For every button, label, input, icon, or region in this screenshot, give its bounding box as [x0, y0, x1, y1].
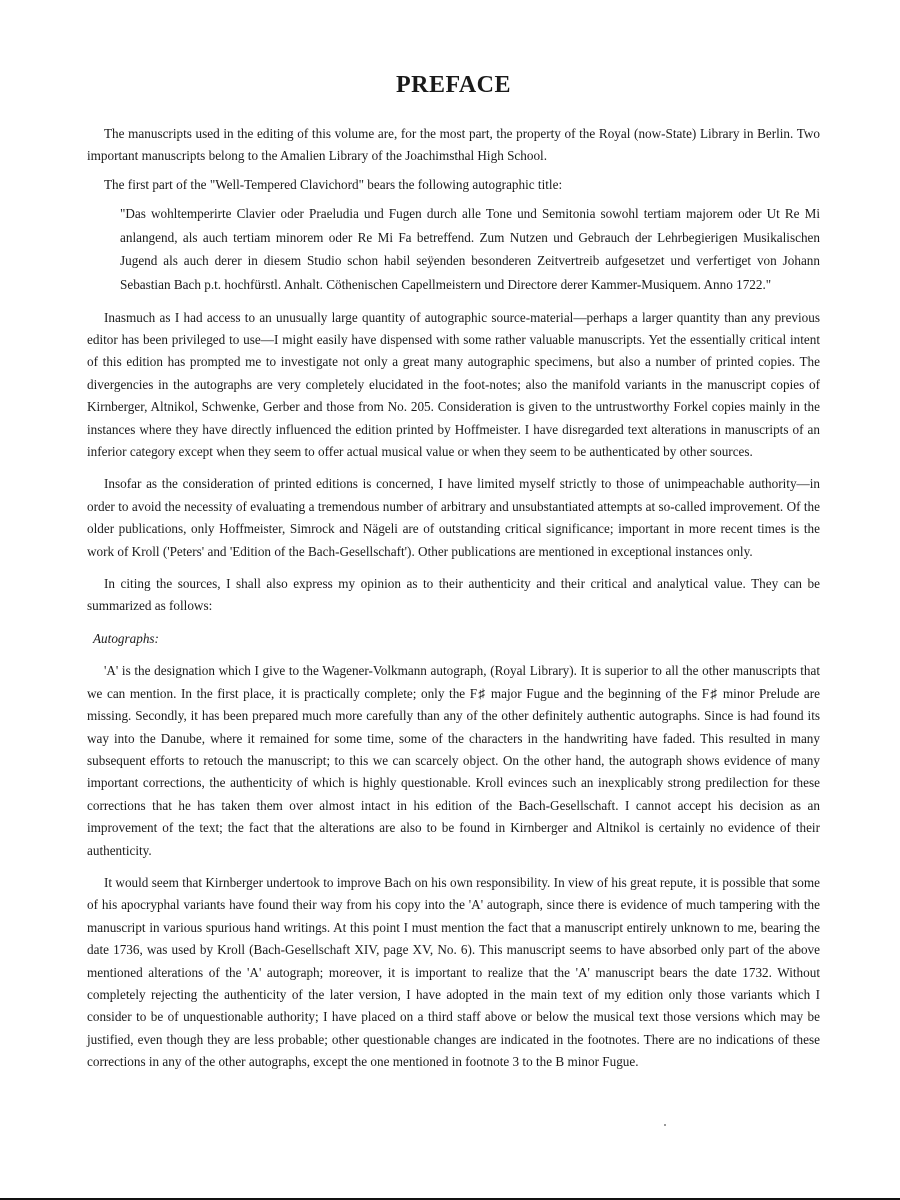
- paragraph-5: In citing the sources, I shall also express my opinion as to their authenticity and their critical and analytical value. They can be summarized as follows:: [87, 576, 820, 614]
- page-speck: [664, 1124, 666, 1126]
- paragraph-7: It would seem that Kirnberger undertook to improve Bach on his own responsibility. In view of his great repute, it is possible that some of his apocryphal variants have found their way from his copy into the 'A' autograph, since there is evidence of much tampering with the manuscript in various spurious hand writings. At this point I must mention the fact that a manuscript entirely unknown to me, bearing the date 1736, was used by Kroll (Bach-Gesellschaft XIV, page XV, No. 6). This manuscript seems to have absorbed only part of the above mentioned alterations of the 'A' autograph; moreover, it is important to realize that the 'A' manuscript bears the date 1732. Without completely rejecting the authenticity of the later version, I have adopted in the main text of my edition only those variants which I consider to be of unquestionable authority; I have placed on a third staff above or below the musical text those versions which may be justified, even though they are less probable; other questionable changes are indicated in the footnotes. There are no indications of these corrections in any of the other autographs, except the one mentioned in footnote 3 to the B minor Fugue.: [87, 874, 820, 1070]
- paragraph-1: The manuscripts used in the editing of this volume are, for the most part, the property of the Royal (now-State) Library in Berlin. Two important manuscripts belong to the Amalien Library of the Joachimsthal High School.: [87, 126, 820, 164]
- preface-page: [87, 72, 820, 1084]
- autographic-title-quote: "Das wohltemperirte Clavier oder Praeludia und Fugen durch alle Tone und Semitonia sowohl tertiam majorem oder Ut Re Mi anlangend, als auch tertiam minorem oder Re Mi Fa betreffend. Zum Nutzen und Gebrauch der Lehrbegierigen Musikalischen Jugend als auch derer in diesem Studio schon habil seÿenden besonderen Zeitvertreib aufgesetzet und verfertiget von Johann Sebastian Bach p.t. hochfürstl. Anhalt. Cöthenischen Capellmeistern und Directore derer Kammer-Musiquem. Anno 1722.": [120, 206, 820, 292]
- page-title: PREFACE: [395, 72, 512, 98]
- paragraph-6: 'A' is the designation which I give to the Wagener-Volkmann autograph, (Royal Library). It is superior to all the other manuscripts that we can mention. In the first place, it is practically complete; only the F♯ major Fugue and the beginning of the F♯ minor Prelude are missing. Secondly, it has been prepared much more carefully than any of the other definitely authentic autographs. Since is had found its way into the Danube, where it remained for some time, some of the characters in the handwriting have faded. This resulted in many subsequent efforts to retouch the manuscript; to this we can scarcely object. On the other hand, the autograph shows evidence of many important corrections, the authenticity of which is highly questionable. Kroll evinces such an inexplicably strong predilection for these corrections that he has taken them over almost intact in his edition of the Bach-Gesellschaft. I cannot accept his decision as an improvement of the text; the fact that the alterations are also to be found in Kirnberger and Altnikol is certainly no evidence of their authenticity.: [87, 663, 820, 858]
- subheading-autographs: Autographs:: [93, 630, 159, 646]
- paragraph-3: Inasmuch as I had access to an unusually large quantity of autographic source-material—perhaps a larger quantity than any previous editor has been privileged to use—I might easily have dispensed with some rather valuable manuscripts. Yet the essentially critical intent of this edition has prompted me to investigate not only a great many autographic specimens, but also a number of printed copies. The divergencies in the autographs are very completely elucidated in the foot-notes; also the manifold variants in the manuscript copies of Kirnberger, Altnikol, Schwenke, Gerber and those from No. 205. Consideration is given to the untrustworthy Forkel copies mainly in the instances where they have directly influenced the edition printed by Hoffmeister. I have disregarded text alterations in manuscripts of an inferior category except when they seem to offer actual musical value or when they seem to be authenticated by other sources.: [87, 309, 820, 460]
- paragraph-4: Insofar as the consideration of printed editions is concerned, I have limited myself strictly to those of unimpeachable authority—in order to avoid the necessity of evaluating a tremendous number of arbitrary and unsubstantiated attempts at so-called improvement. Of the older publications, only Hoffmeister, Simrock and Nägeli are of outstanding critical significance; important in more recent times is the work of Kroll ('Peters' and 'Edition of the Bach-Gesellschaft'). Other publications are mentioned in exceptional instances only.: [87, 476, 820, 559]
- paragraph-2: The first part of the "Well-Tempered Clavichord" bears the following autographic title:: [104, 176, 563, 192]
